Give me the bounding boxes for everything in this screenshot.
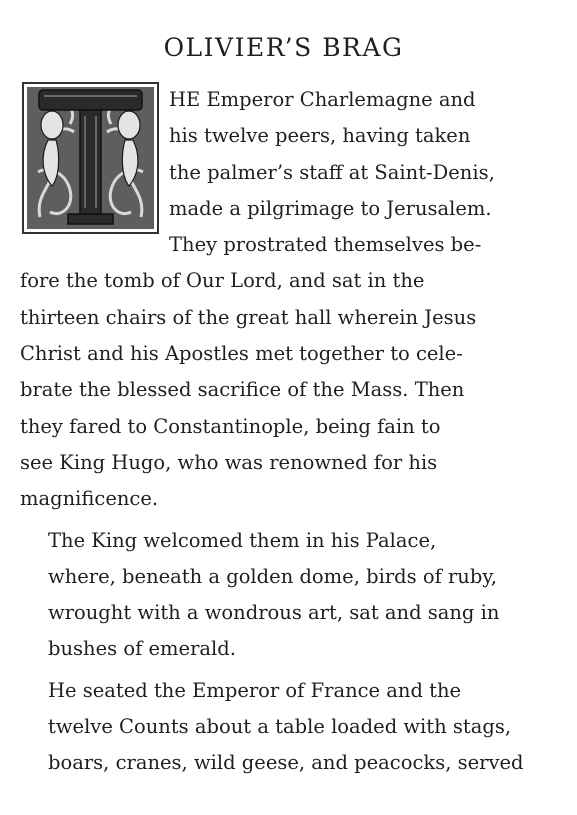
body-text bbox=[20, 82, 547, 782]
book-page bbox=[20, 30, 547, 787]
text-line: Christ and his Apostles met together to cele- bbox=[20, 342, 463, 366]
text-line: HE Emperor Charlemagne and bbox=[169, 88, 476, 111]
text-line: where, beneath a golden dome, birds of ruby, bbox=[48, 564, 497, 588]
paragraph-2 bbox=[20, 523, 547, 668]
text-line: they fared to Constantinople, being fain to bbox=[20, 414, 441, 438]
text-line: his twelve peers, having taken bbox=[169, 124, 471, 148]
text-line: wrought with a wondrous art, sat and sang in bbox=[48, 601, 500, 625]
text-line: The King welcomed them in his Palace, bbox=[48, 528, 437, 552]
drop-cap-ornament bbox=[22, 82, 159, 234]
text-line: fore the tomb of Our Lord, and sat in the bbox=[20, 269, 425, 293]
text-line: magnificence. bbox=[20, 487, 159, 511]
text-line: He seated the Emperor of France and the bbox=[48, 678, 462, 702]
text-line: boars, cranes, wild geese, and peacocks, served bbox=[48, 751, 524, 775]
paragraph-3 bbox=[20, 673, 547, 782]
text-line: see King Hugo, who was renowned for his bbox=[20, 450, 438, 474]
drop-cap-letter bbox=[22, 82, 159, 234]
text-line: bushes of emerald. bbox=[48, 637, 236, 661]
paragraph-1 bbox=[20, 82, 547, 518]
text-line: thirteen chairs of the great hall wherein Jesus bbox=[20, 305, 477, 329]
text-line: the palmer’s staff at Saint-Denis, bbox=[169, 160, 495, 184]
chapter-title: OLIVIER’S BRAG bbox=[163, 33, 404, 62]
text-line: They prostrated themselves be- bbox=[169, 233, 482, 257]
text-line: brate the blessed sacrifice of the Mass. Then bbox=[20, 378, 465, 402]
text-line: made a pilgrimage to Jerusalem. bbox=[169, 196, 492, 220]
text-line: twelve Counts about a table loaded with stags, bbox=[48, 715, 512, 739]
